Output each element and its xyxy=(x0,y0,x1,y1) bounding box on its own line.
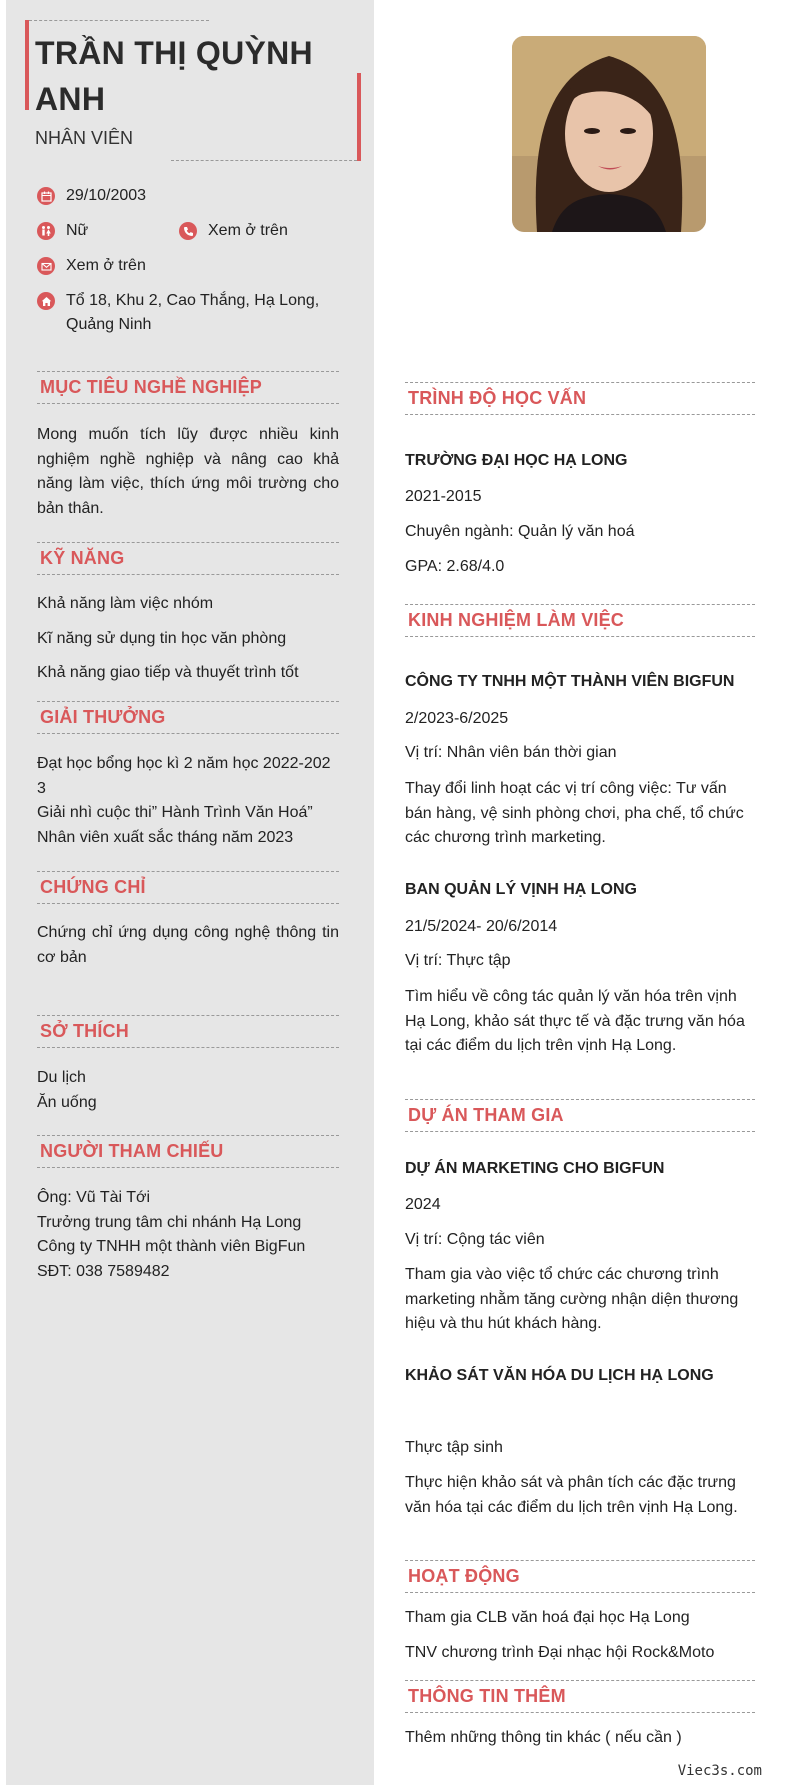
award-item: Đạt học bổng học kì 2 năm học 2022-2023 xyxy=(37,755,331,797)
awards-heading: GIẢI THƯỞNG xyxy=(37,701,339,734)
avatar xyxy=(512,36,706,232)
certificate-text: Chứng chỉ ứng dụng công nghệ thông tin cơ bản xyxy=(37,924,339,966)
calendar-icon xyxy=(37,187,55,205)
left-sidebar xyxy=(6,0,374,1785)
email-value: Xem ở trên xyxy=(66,257,146,274)
address-value: Tổ 18, Khu 2, Cao Thắng, Hạ Long, Quảng Ninh xyxy=(66,292,320,333)
school-name: TRƯỜNG ĐẠI HỌC HẠ LONG xyxy=(405,452,628,469)
job-description: Tìm hiểu về công tác quản lý văn hóa trên vịnh Hạ Long, khảo sát thực tế và đặc trưng văn hóa tại các điểm du lịch trên vịnh Hạ Long. xyxy=(405,988,745,1054)
activity-item: TNV chương trình Đại nhạc hội Rock&Moto xyxy=(405,1644,715,1661)
skills-heading: KỸ NĂNG xyxy=(37,542,339,575)
home-icon xyxy=(37,292,55,310)
skill-item: Khả năng giao tiếp và thuyết trình tốt xyxy=(37,664,299,681)
education-major: Chuyên ngành: Quản lý văn hoá xyxy=(405,523,635,540)
activities-heading: HOẠT ĐỘNG xyxy=(405,1560,755,1593)
project-name: DỰ ÁN MARKETING CHO BIGFUN xyxy=(405,1160,665,1177)
divider xyxy=(171,160,357,161)
dob-value: 29/10/2003 xyxy=(66,187,147,204)
job-description: Thay đổi linh hoạt các vị trí công việc: Tư vấn bán hàng, vệ sinh phòng chơi, pha chế, tổ chức các chương trình marketing. xyxy=(405,780,744,846)
job-company: CÔNG TY TNHH MỘT THÀNH VIÊN BIGFUN xyxy=(405,673,735,690)
divider xyxy=(29,20,209,21)
reference-item: Ông: Vũ Tài Tới xyxy=(37,1189,151,1206)
award-item: Giải nhì cuộc thi” Hành Trình Văn Hoá” xyxy=(37,804,313,821)
reference-item: Công ty TNHH một thành viên BigFun xyxy=(37,1238,306,1255)
education-gpa: GPA: 2.68/4.0 xyxy=(405,558,505,575)
project-name: KHẢO SÁT VĂN HÓA DU LỊCH HẠ LONG xyxy=(405,1367,714,1384)
job-company: BAN QUẢN LÝ VỊNH HẠ LONG xyxy=(405,881,637,898)
reference-item: SĐT: 038 7589482 xyxy=(37,1263,170,1280)
references-heading: NGƯỜI THAM CHIẾU xyxy=(37,1135,339,1168)
education-heading: TRÌNH ĐỘ HỌC VẤN xyxy=(405,382,755,415)
education-period: 2021-2015 xyxy=(405,488,482,505)
name-block xyxy=(25,20,361,160)
objective-heading: MỤC TIÊU NGHỀ NGHIỆP xyxy=(37,371,339,404)
gender-value: Nữ xyxy=(66,222,89,239)
address-row xyxy=(37,289,337,337)
job-period: 21/5/2024- 20/6/2014 xyxy=(405,918,558,935)
extra-heading: THÔNG TIN THÊM xyxy=(405,1680,755,1713)
watermark: Viec3s.com xyxy=(677,1763,762,1779)
main-column xyxy=(374,0,800,1785)
experience-heading: KINH NGHIỆM LÀM VIỆC xyxy=(405,604,755,637)
activity-item: Tham gia CLB văn hoá đại học Hạ Long xyxy=(405,1609,690,1626)
phone-row xyxy=(179,219,288,243)
extra-text: Thêm những thông tin khác ( nếu cần ) xyxy=(405,1729,682,1746)
gender-icon xyxy=(37,222,55,240)
award-item: Nhân viên xuất sắc tháng năm 2023 xyxy=(37,829,294,846)
accent-bar-right xyxy=(357,73,361,161)
project-role: Vị trí: Cộng tác viên xyxy=(405,1231,545,1248)
candidate-position: NHÂN VIÊN xyxy=(35,128,134,148)
email-icon xyxy=(37,257,55,275)
hobby-item: Ăn uống xyxy=(37,1094,97,1111)
phone-value: Xem ở trên xyxy=(208,222,288,239)
job-role: Vị trí: Thực tập xyxy=(405,952,511,969)
gender-row xyxy=(37,219,88,243)
certificates-heading: CHỨNG CHỈ xyxy=(37,871,339,904)
skill-item: Khả năng làm việc nhóm xyxy=(37,595,214,612)
project-year: 2024 xyxy=(405,1196,441,1213)
email-row xyxy=(37,254,146,278)
skill-item: Kĩ năng sử dụng tin học văn phòng xyxy=(37,630,287,647)
project-description: Thực hiện khảo sát và phân tích các đặc trưng văn hóa tại các điểm du lịch trên vịnh Hạ Long. xyxy=(405,1474,738,1516)
project-description: Tham gia vào việc tổ chức các chương trình marketing nhằm tăng cường nhận diện thương hiệu và thu hút khách hàng. xyxy=(405,1266,739,1332)
candidate-name: TRẦN THỊ QUỲNH ANH xyxy=(35,35,313,117)
phone-icon xyxy=(179,222,197,240)
objective-text: Mong muốn tích lũy được nhiều kinh nghiệm nghề nghiệp và nâng cao khả năng làm việc, thích ứng môi trường cho bản thân. xyxy=(37,426,339,517)
dob-row xyxy=(37,184,146,208)
projects-heading: DỰ ÁN THAM GIA xyxy=(405,1099,755,1132)
hobby-item: Du lịch xyxy=(37,1069,86,1086)
accent-bar-left xyxy=(25,20,29,110)
job-period: 2/2023-6/2025 xyxy=(405,710,509,727)
hobbies-heading: SỞ THÍCH xyxy=(37,1015,339,1048)
job-role: Vị trí: Nhân viên bán thời gian xyxy=(405,744,617,761)
project-role: Thực tập sinh xyxy=(405,1439,503,1456)
reference-item: Trưởng trung tâm chi nhánh Hạ Long xyxy=(37,1214,302,1231)
